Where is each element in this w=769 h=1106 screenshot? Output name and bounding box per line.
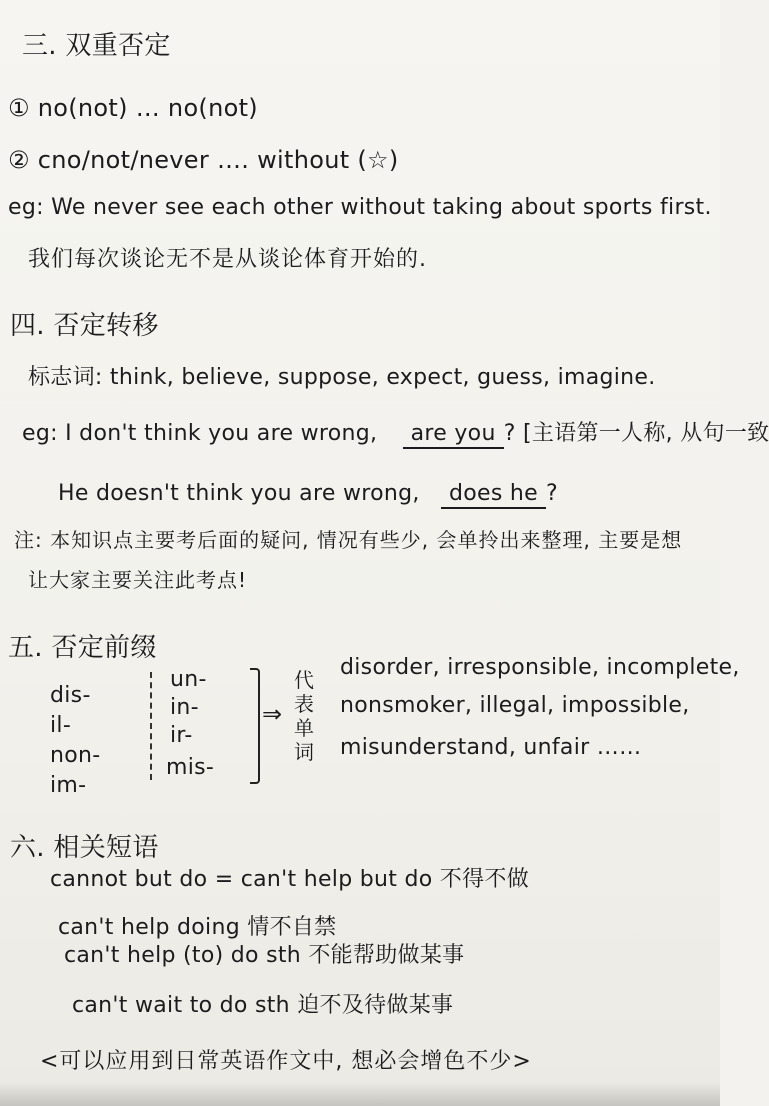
phrase-2: can't help doing 情不自禁 <box>58 915 337 940</box>
section4-example2 <box>58 478 558 510</box>
phrase-4: can't wait to do sth 迫不及待做某事 <box>72 993 454 1018</box>
section4-title: 四. 否定转移 <box>10 311 159 341</box>
prefix-divider <box>150 672 152 780</box>
page-edge-shadow <box>0 1082 720 1106</box>
section4-keywords: 标志词: think, believe, suppose, expect, guess, imagine. <box>28 365 656 390</box>
prefix-in: in- <box>170 695 199 720</box>
prefix-example1: disorder, irresponsible, incomplete, <box>340 655 740 680</box>
section4-note-line2: 让大家主要关注此考点! <box>28 568 248 592</box>
prefix-example2: nonsmoker, illegal, impossible, <box>340 693 690 718</box>
example2-tag: does he <box>441 481 546 509</box>
prefix-un: un- <box>170 667 207 692</box>
example2-mark: ? <box>545 481 558 506</box>
prefix-il: il- <box>50 713 72 738</box>
section3-title: 三. 双重否定 <box>22 31 171 61</box>
section4-example1 <box>22 418 769 450</box>
implies-arrow-icon: ⇒ <box>262 700 283 728</box>
section3-example-cn: 我们每次谈论无不是从谈论体育开始的. <box>28 247 427 272</box>
example1-statement: eg: I don't think you are wrong, <box>22 421 378 446</box>
prefix-dis: dis- <box>50 683 91 708</box>
example1-tag: are you <box>403 421 504 449</box>
representative-words-label: 代表单词 <box>294 668 314 764</box>
prefix-non: non- <box>50 743 101 768</box>
prefix-example3: misunderstand, unfair …… <box>340 735 642 760</box>
prefix-ir: ir- <box>170 723 193 748</box>
section4-note-line1: 注: 本知识点主要考后面的疑问, 情况有些少, 会单拎出来整理, 主要是想 <box>14 528 683 552</box>
closing-remark: <可以应用到日常英语作文中, 想必会增色不少> <box>40 1049 532 1074</box>
prefix-mis: mis- <box>166 755 215 780</box>
section5-title: 五. 否定前缀 <box>8 633 157 663</box>
section3-item2: ② cno/not/never …. without (☆) <box>8 146 399 174</box>
phrase-3: can't help (to) do sth 不能帮助做某事 <box>64 943 465 968</box>
example1-note: ? [主语第一人称, 从句一致 <box>503 421 769 446</box>
phrase-1: cannot but do = can't help but do 不得不做 <box>50 867 529 892</box>
prefix-im: im- <box>50 773 87 798</box>
section6-title: 六. 相关短语 <box>10 833 159 863</box>
example2-statement: He doesn't think you are wrong, <box>58 481 420 506</box>
section3-example-en: eg: We never see each other without taking about sports first. <box>8 195 712 220</box>
prefix-bracket <box>250 668 260 784</box>
section3-item1: ① no(not) … no(not) <box>8 94 258 122</box>
